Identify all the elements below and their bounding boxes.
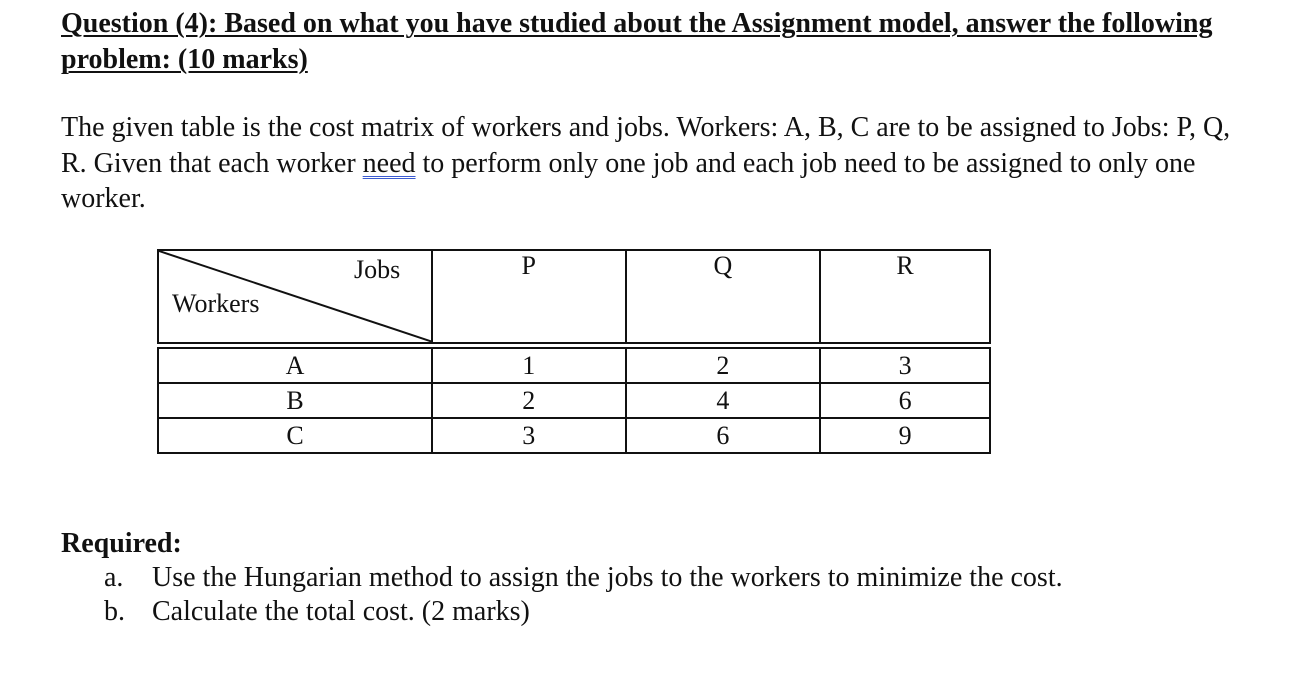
paragraph-text-1: The given table is the cost matrix of workers and jobs. Workers: A, B, C are to be assigned to Jobs: P, Q, R. Given that each worker: [61, 112, 1231, 179]
cost-cell: 3: [820, 348, 990, 383]
job-header-r: R: [820, 250, 990, 343]
cost-cell: 6: [626, 418, 821, 453]
cost-cell: 3: [432, 418, 626, 453]
required-list: [61, 561, 1063, 629]
question-heading: Question (4): Based on what you have studied about the Assignment model, answer the following problem: (10 marks): [61, 8, 1213, 75]
cost-matrix-table: [157, 249, 991, 454]
table-row: [158, 348, 990, 383]
required-heading: Required:: [61, 528, 182, 559]
list-item-text: Calculate the total cost. (2 marks): [152, 596, 530, 627]
job-header-p: P: [432, 250, 626, 343]
list-item: [61, 595, 1063, 629]
cost-cell: 6: [820, 383, 990, 418]
list-item: [61, 561, 1063, 595]
workers-axis-label: Workers: [172, 289, 260, 318]
table-header-row: [158, 250, 990, 343]
corner-header-cell: [158, 250, 432, 343]
worker-label-a: A: [158, 348, 432, 383]
worker-label-c: C: [158, 418, 432, 453]
cost-cell: 9: [820, 418, 990, 453]
grammar-flagged-word: need: [362, 147, 416, 179]
cost-cell: 4: [626, 383, 821, 418]
problem-paragraph: [61, 110, 1241, 217]
list-item-text: Use the Hungarian method to assign the jobs to the workers to minimize the cost.: [152, 562, 1063, 593]
worker-label-b: B: [158, 383, 432, 418]
table-row: [158, 418, 990, 453]
paragraph-text-2: to perform only one job and each job need to be assigned to only one worker.: [61, 147, 1196, 214]
list-marker: b.: [104, 596, 125, 627]
list-marker: a.: [104, 562, 124, 593]
cost-cell: 2: [626, 348, 821, 383]
cost-cell: 1: [432, 348, 626, 383]
jobs-axis-label: Jobs: [354, 255, 401, 284]
cost-cell: 2: [432, 383, 626, 418]
job-header-q: Q: [626, 250, 821, 343]
table-row: [158, 383, 990, 418]
